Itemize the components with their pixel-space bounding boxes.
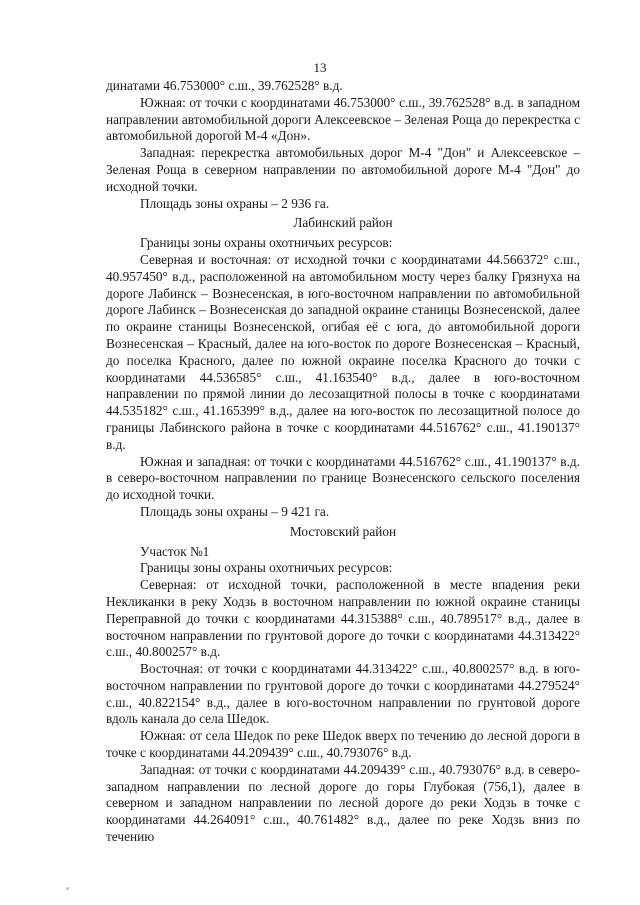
paragraph: Площадь зоны охраны – 9 421 га. xyxy=(140,503,330,519)
paragraph: Границы зоны охраны охотничьих ресурсов: xyxy=(140,235,393,251)
paragraph: Южная и западная: от точки с координатами 44.516762° с.ш., 41.190137° в.д. в северо-восточном направлении по границе Вознесенского сельского поселения до исходной точки. xyxy=(106,453,580,503)
scan-speck xyxy=(66,887,69,890)
paragraph: Восточная: от точки с координатами 44.313422° с.ш., 40.800257° в.д. в юго-восточном направлении по грунтовой дороге до точки с координатами 44.279524° с.ш., 40.822154° в.д., далее в юго-восточном направлении по грунтовой дороге вдоль канала до села Шедок. xyxy=(106,661,580,727)
paragraph: Площадь зоны охраны – 2 936 га. xyxy=(140,195,330,211)
paragraph: Границы зоны охраны охотничьих ресурсов: xyxy=(140,560,393,576)
paragraph: динатами 46.753000° с.ш., 39.762528° в.д. xyxy=(106,78,343,93)
paragraph: Южная: от точки с координатами 46.753000° с.ш., 39.762528° в.д. в западном направлении автомобильной дороги Алексеевское – Зеленая Роща до перекрестка с автомобильной дорогой М-4 «Дон». xyxy=(106,94,580,144)
section-heading: Мостовский район xyxy=(289,523,397,539)
paragraph: Западная: от точки с координатами 44.209439° с.ш., 40.793076° в.д. в северо-западном направлении по лесной дороге до горы Глубокая (756,1), далее в северном и западном направлении по лесной дороге до реки Ходзь в точке с координатами 44.264091° с.ш., 40.761482° в.д., далее по реке Ходзь вниз по течению xyxy=(106,761,580,845)
document-body xyxy=(106,78,580,846)
paragraph: Западная: перекрестка автомобильных дорог М-4 "Дон" и Алексеевское – Зеленая Роща в северном направлении по автомобильной дороге М-4 "Дон" до исходной точки. xyxy=(106,145,580,194)
paragraph: Южная: от села Шедок по реке Шедок вверх по течению до лесной дороги в точке с координатами 44.209439° с.ш., 40.793076° в.д. xyxy=(106,728,580,761)
subsection-heading: Участок №1 xyxy=(140,543,210,559)
paragraph: Северная: от исходной точки, расположенной в месте впадения реки Некликанки в реку Ходзь в восточном направлении по южной окраине станицы Переправной до точки с координатами 44.315388° с.ш., 40.789517° в.д., далее в восточном направлении по грунтовой дороге до точки с координатами 44.313422° с.ш., 40.800257° в.д. xyxy=(106,577,580,660)
page-number: 13 xyxy=(313,60,327,75)
paragraph: Северная и восточная: от исходной точки с координатами 44.566372° с.ш., 40.957450° в.д., расположенной на автомобильном мосту через балку Грязнуха на дороге Лабинск – Вознесенская, в юго-восточном направлении по автомобильной дороге Лабинск – Вознесенская до западной окраине станицы Вознесенской, далее по окраине станицы Вознесенской, огибая её с юга, до автомобильной дороги Вознесенская – Красный, далее на юго-восток по дороге Вознесенская – Красный, до поселка Красного, далее по южной окраине поселка Красного до точки с координатами 44.536585° с.ш., 41.163540° в.д., далее в юго-восточном направлении по прямой линии до лесозащитной полосы в точке с координатами 44.535182° с.ш., 41.165399° в.д., далее на юго-восток по лесозащитной полосе до границы Лабинского района в точке с координатами 44.516762° с.ш., 41.190137° в.д. xyxy=(106,251,580,452)
section-heading: Лабинский район xyxy=(293,215,393,231)
